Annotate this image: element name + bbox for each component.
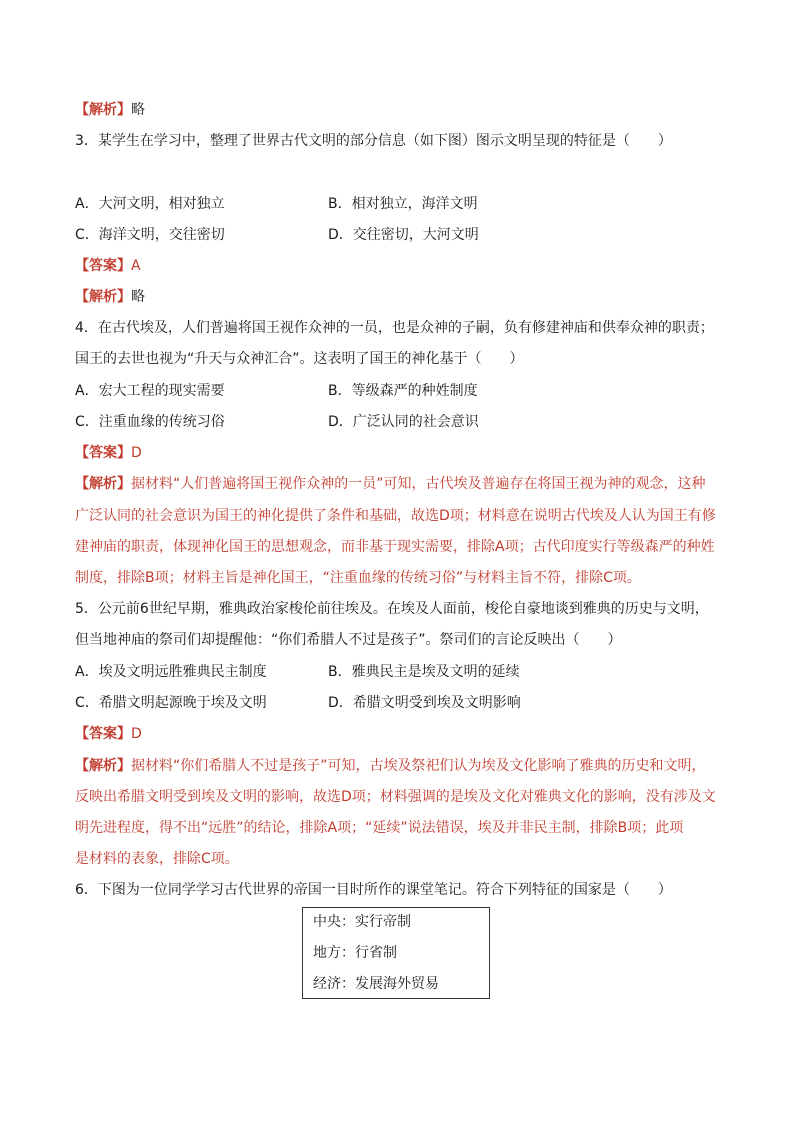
analysis-tag: 【解析】 [75, 289, 131, 305]
q5-analysis-line-1: 【解析】据材料“你们希腊人不过是孩子”可知，古埃及祭祀们认为埃及文化影响了雅典的历史和文明， [75, 758, 706, 774]
q5-stem-line-2: 但当地神庙的祭司们却提醒他：“你们希腊人不过是孩子”。祭司们的言论反映出（ ） [75, 632, 622, 648]
q5-option-b: B．雅典民主是埃及文明的延续 [328, 664, 520, 680]
q6-stem: 6．下图为一位同学学习古代世界的帝国一目时所作的课堂笔记。符合下列特征的国家是（ ） [75, 882, 672, 898]
answer-tag: 【答案】 [75, 726, 131, 742]
q5-analysis-line-3: 明先进程度，得不出“远胜”的结论，排除A项；“延续”说法错误，埃及并非民主制，排除B项；此项 [75, 820, 684, 836]
q5-answer: 【答案】D [75, 726, 142, 742]
q4-answer: 【答案】D [75, 445, 142, 461]
q3-option-b: B．相对独立，海洋文明 [328, 196, 478, 212]
q4-analysis-line-3: 建神庙的职责，体现神化国王的思想观念，而非基于现实需要，排除A项；古代印度实行等级森严的种姓 [75, 539, 715, 555]
q4-stem-line-1: 4．在古代埃及，人们普遍将国王视作众神的一员，也是众神的子嗣，负有修建神庙和供奉众神的职责； [75, 320, 714, 336]
q4-option-b: B．等级森严的种姓制度 [328, 383, 478, 399]
q4-option-d: D．广泛认同的社会意识 [328, 414, 479, 430]
note-row-local: 地方：行省制 [313, 945, 397, 961]
q3-option-a: A．大河文明，相对独立 [75, 196, 225, 212]
answer-tag: 【答案】 [75, 445, 131, 461]
q5-analysis-line-2: 反映出希腊文明受到埃及文明的影响，故选D项；材料强调的是埃及文化对雅典文化的影响，没有涉及文 [75, 789, 716, 805]
q5-analysis-line-4: 是材料的表象，排除C项。 [75, 851, 239, 867]
q5-option-c: C．希腊文明起源晚于埃及文明 [75, 695, 267, 711]
note-row-central: 中央：实行帝制 [313, 914, 411, 930]
q2-analysis: 【解析】略 [75, 102, 145, 118]
analysis-tag: 【解析】 [75, 102, 131, 118]
q5-option-d: D．希腊文明受到埃及文明影响 [328, 695, 521, 711]
q4-analysis-line-1: 【解析】据材料“人们普遍将国王视作众神的一员”可知，古代埃及普遍存在将国王视为神的观念，这种 [75, 476, 706, 492]
q4-analysis-line-2: 广泛认同的社会意识为国王的神化提供了条件和基础，故选D项；材料意在说明古代埃及人认为国王有修 [75, 508, 716, 524]
q5-stem-line-1: 5．公元前6世纪早期，雅典政治家梭伦前往埃及。在埃及人面前，梭伦自豪地谈到雅典的历史与文明， [75, 601, 709, 617]
q4-stem-line-2: 国王的去世也视为“升天与众神汇合”。这表明了国王的神化基于（ ） [75, 351, 524, 367]
q3-option-c: C．海洋文明，交往密切 [75, 227, 225, 243]
analysis-tag: 【解析】 [75, 476, 131, 492]
q3-analysis: 【解析】略 [75, 289, 145, 305]
analysis-tag: 【解析】 [75, 758, 131, 774]
q5-option-a: A．埃及文明远胜雅典民主制度 [75, 664, 267, 680]
q3-stem: 3．某学生在学习中，整理了世界古代文明的部分信息（如下图）图示文明呈现的特征是（ ） [75, 133, 672, 149]
q3-option-d: D．交往密切，大河文明 [328, 227, 479, 243]
note-row-economy: 经济：发展海外贸易 [313, 976, 439, 992]
q4-option-a: A．宏大工程的现实需要 [75, 383, 225, 399]
class-notes-box [302, 907, 490, 999]
q4-option-c: C．注重血缘的传统习俗 [75, 414, 225, 430]
answer-tag: 【答案】 [75, 258, 131, 274]
q4-analysis-line-4: 制度，排除B项；材料主旨是神化国王，“注重血缘的传统习俗”与材料主旨不符，排除C项。 [75, 570, 641, 586]
q3-answer: 【答案】A [75, 258, 141, 274]
